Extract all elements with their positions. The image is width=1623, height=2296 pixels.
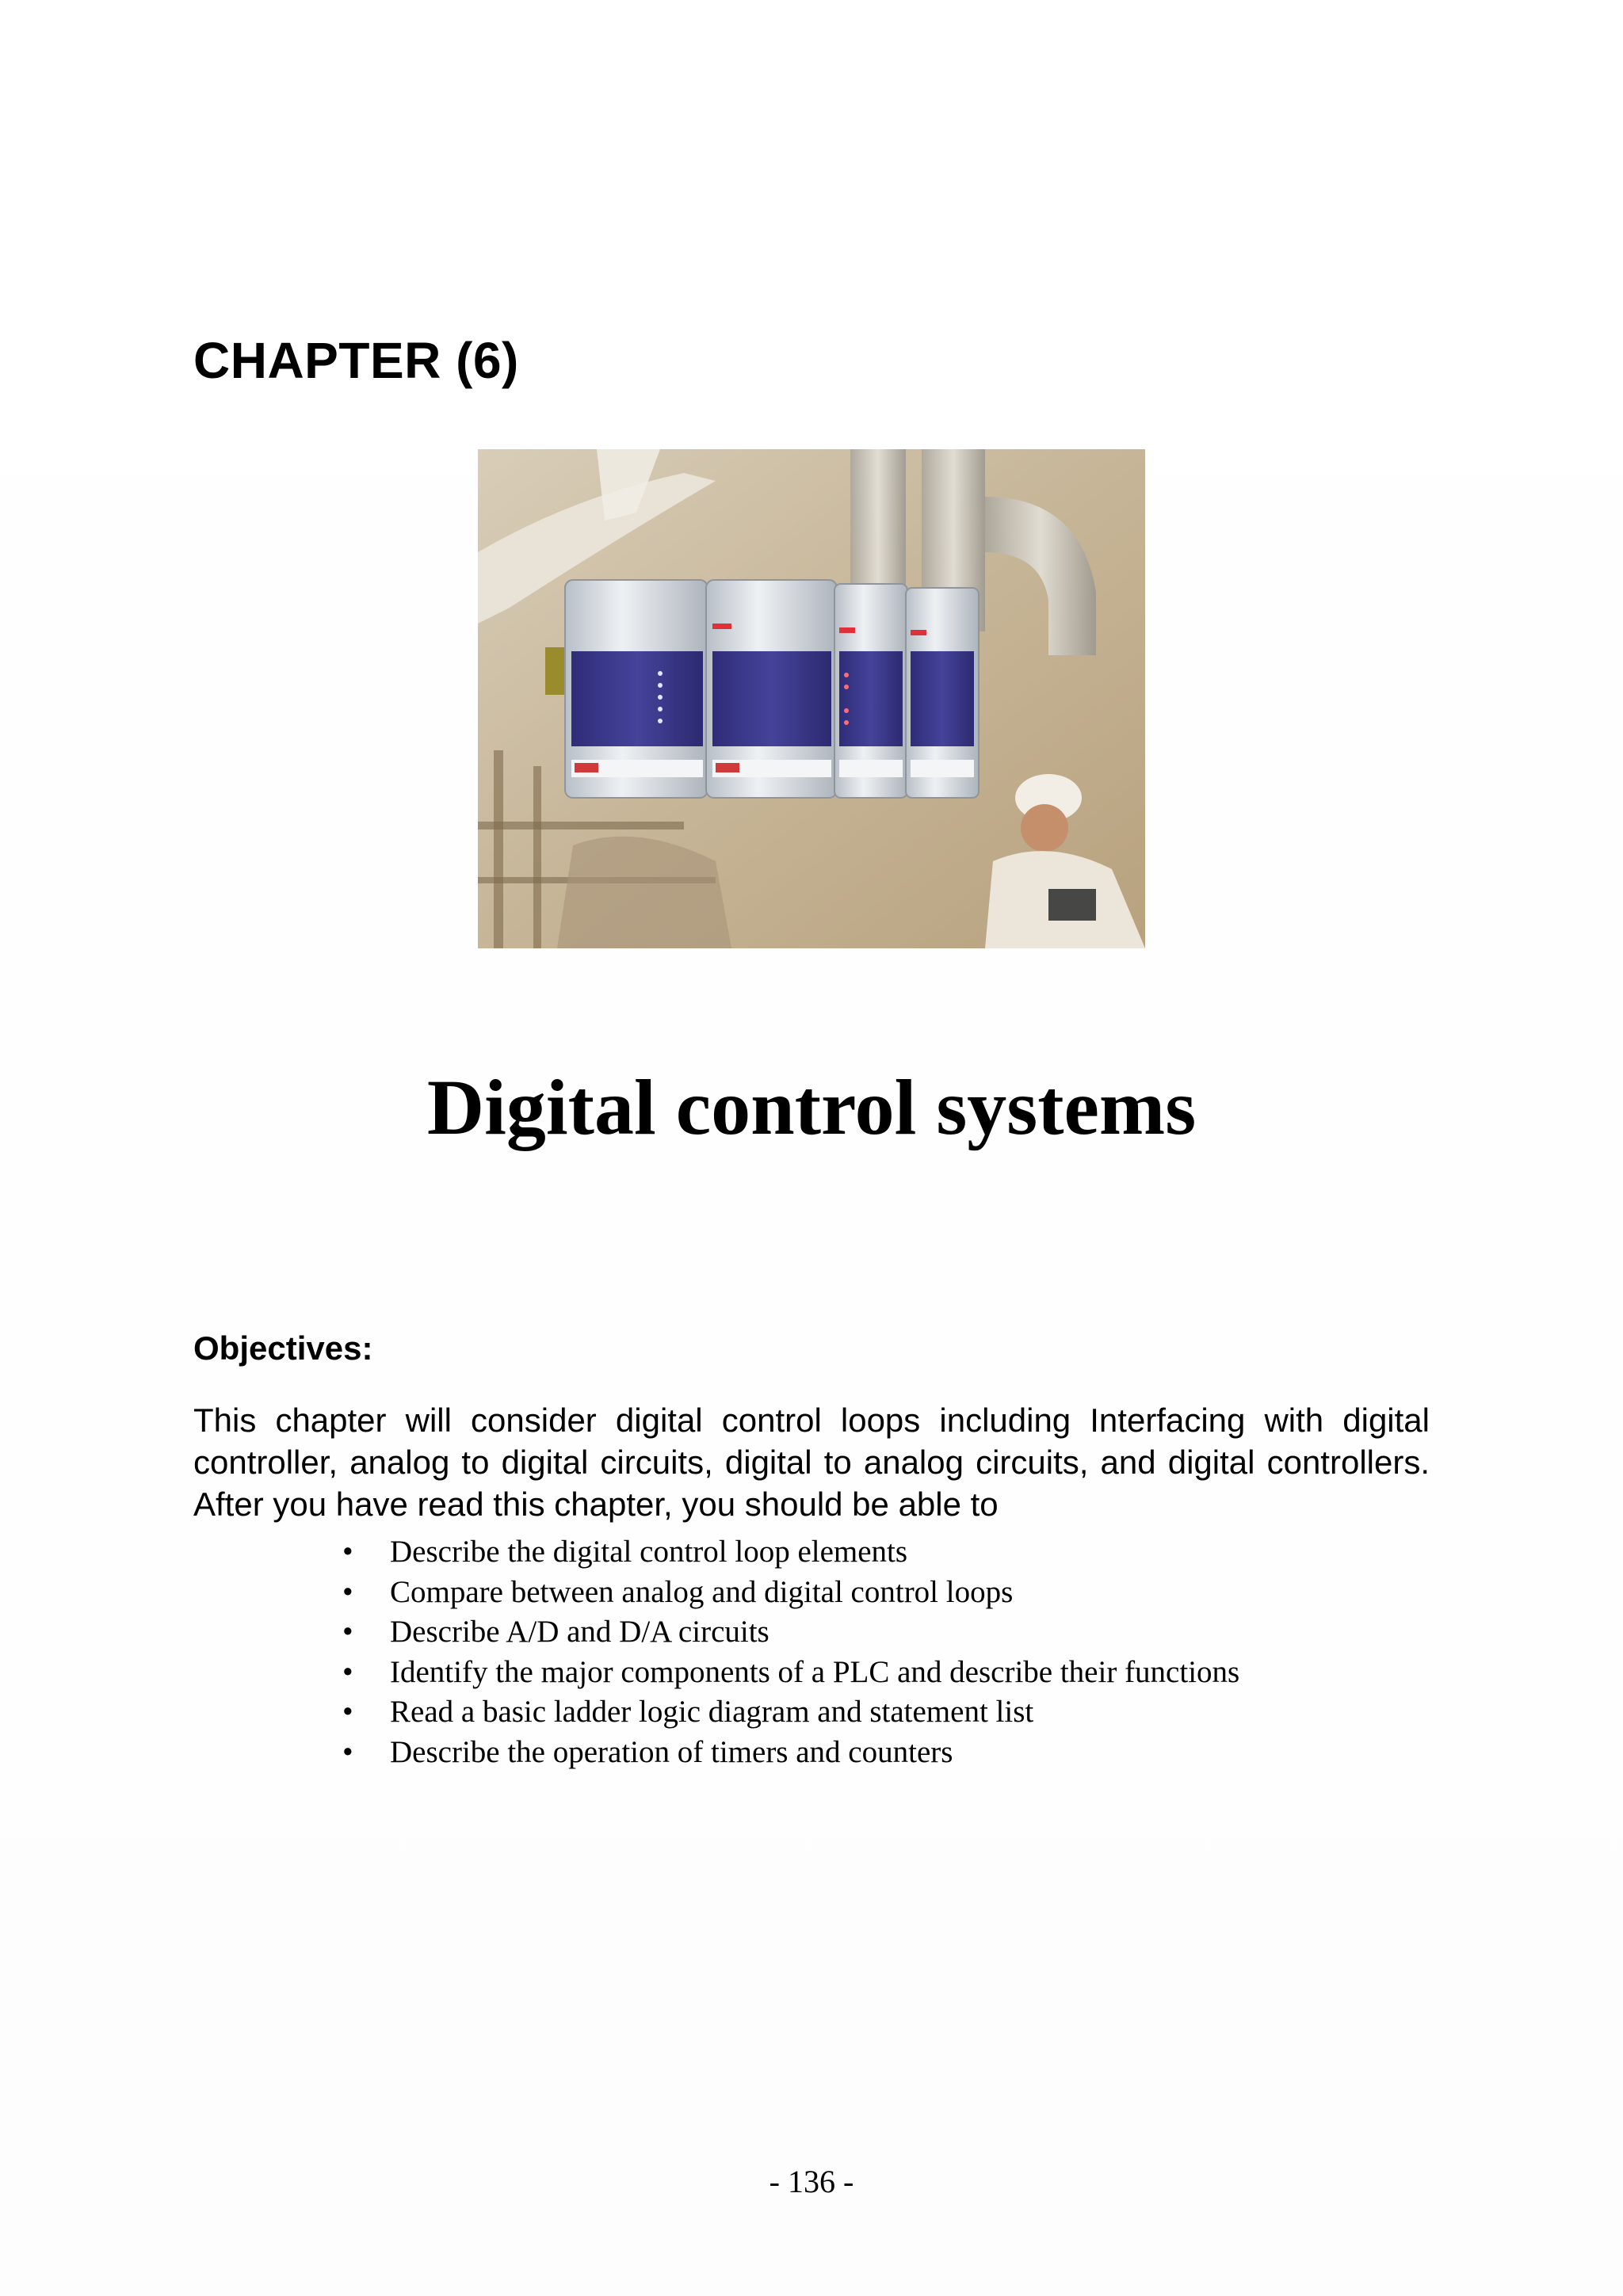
- list-item-text: Identify the major components of a PLC and describe their functions: [390, 1654, 1240, 1689]
- list-item-text: Describe the digital control loop elements: [390, 1535, 908, 1569]
- objectives-list: [333, 1532, 1239, 1772]
- list-item: [333, 1573, 1239, 1613]
- intro-paragraph: This chapter will consider digital control loops including Interfacing with digital controller, analog to digital circuits, digital to analog circuits, and digital controllers. After you have read this chapter, you should be able to: [193, 1402, 1430, 1523]
- bullet-icon: •: [342, 1535, 353, 1569]
- list-item: [333, 1733, 1239, 1773]
- list-item-text: Describe the operation of timers and counters: [390, 1734, 953, 1769]
- page-number: - 136 -: [769, 2164, 854, 2199]
- list-item-text: Describe A/D and D/A circuits: [390, 1615, 769, 1649]
- list-item-text: Read a basic ladder logic diagram and statement list: [390, 1695, 1034, 1729]
- list-item: [333, 1612, 1239, 1653]
- list-item-text: Compare between analog and digital control loops: [390, 1574, 1014, 1609]
- list-item: [333, 1532, 1239, 1573]
- bullet-icon: •: [342, 1615, 353, 1649]
- chapter-heading: CHAPTER (6): [193, 332, 519, 389]
- plc-modules-image: [478, 449, 1145, 948]
- bullet-icon: •: [342, 1734, 353, 1769]
- bullet-icon: •: [342, 1695, 353, 1729]
- bullet-icon: •: [342, 1574, 353, 1609]
- bullet-icon: •: [342, 1654, 353, 1689]
- page-title: Digital control systems: [426, 1063, 1197, 1151]
- list-item: [333, 1653, 1239, 1693]
- objectives-heading: Objectives:: [193, 1329, 373, 1367]
- list-item: [333, 1692, 1239, 1733]
